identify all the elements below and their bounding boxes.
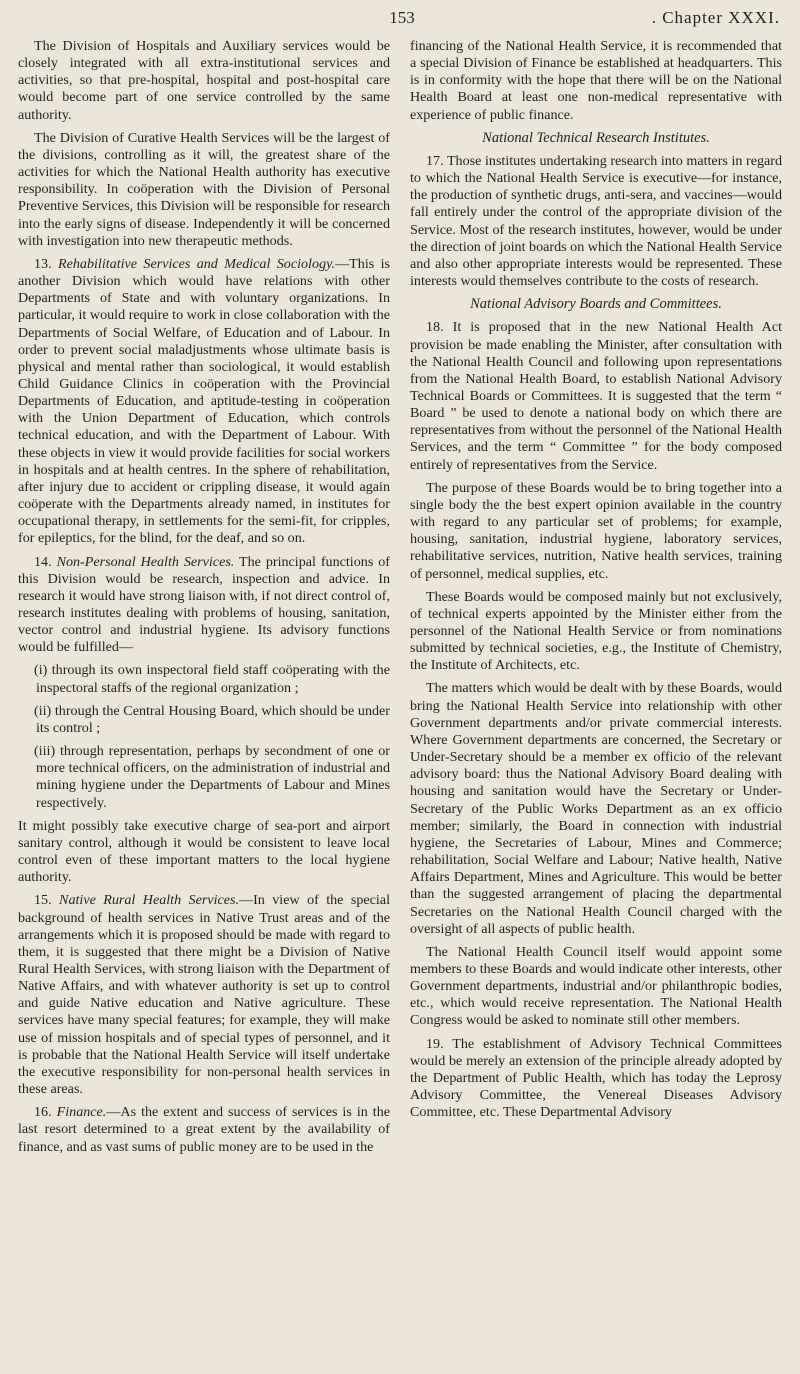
section-16-heading: Finance. [56, 1104, 107, 1121]
section-19-number: 19. [426, 1035, 444, 1052]
section-13 [18, 256, 390, 548]
list-item-iii: (iii) through representation, perhaps by secondment of one or more technical officers, on the administration of industrial and mining hygiene under the Departments of Labour and Mines respectively. [34, 743, 390, 811]
chapter-heading: . Chapter XXXI. [651, 8, 780, 27]
paragraph-financing: financing of the National Health Service, it is recommended that a special Division of Finance be established at headquarters. This is in conformity with the hope that there will be on the National Health Board at least one non-medical representative with experience of public finance. [410, 38, 782, 123]
section-16-body: —As the extent and success of services is in the last resort determined to a great extent by the availability of finance, and as vast sums of public money are to be used in the [18, 1104, 390, 1155]
paragraph-boards-purpose: The purpose of these Boards would be to bring together into a single body the the best expert opinion available in the country with regard to any particular set of problems; for example, housing, sanitation, industrial hygiene, laboratory services, rehabilitative services, nutrition, Native health services, training of personnel, medical supplies, etc. [410, 479, 782, 582]
section-13-body: —This is another Division which would have relations with other Departments of State and with voluntary organizations. In particular, it would require to work in close collaboration with the Departments of Social Welfare, of Education and of Labour. In order to prevent social maladjustments whose ultimate basis is physical and mental rather than sociological, it would establish Child Guidance Clinics in coöperation with the Provincial Departments of Education, and aptitude-testing in coöperation with the Union Department of Education, which controls technical education, and with the Department of Labour. With these objects in view it would provide facilities for social workers in hospitals and at health centres. In the sphere of rehabilitation, after injury due to accident or crippling disease, it would again coöperate with the Departments already named, in institutes for occupational therapy, in settlements for the semi-fit, for cripples, for epileptics, for the blind, for the deaf, and so on. [18, 255, 390, 547]
heading-advisory-boards: National Advisory Boards and Committees. [470, 296, 722, 313]
section-13-number: 13. [34, 255, 52, 272]
section-15-heading: Native Rural Health Services. [59, 892, 240, 909]
section-16 [18, 1104, 390, 1155]
heading-research-institutes: National Technical Research Institutes. [482, 129, 710, 146]
section-18-body: It is proposed that in the new National Health Act provision be made enabling the Minister, after consultation with the National Health Council and following upon representations from the National Health Board, to establish National Advisory Technical Boards or Committees. It is suggested that the term “ Board ” be used to denote a national body on which there are representatives from without the personnel of the National Health Services, and the term “ Committee ” for the body composed entirely of representatives from the Service. [410, 319, 782, 473]
section-17 [410, 153, 782, 290]
section-15-number: 15. [34, 892, 52, 909]
section-19 [410, 1036, 782, 1122]
section-14-number: 14. [34, 553, 52, 570]
paragraph-hospitals-division: The Division of Hospitals and Auxiliary services would be closely integrated with all extra-institutional services and activities, so that pre-hospital, hospital and post-hospital care would become part of one service controlled by the same authority. [18, 38, 390, 123]
section-14-heading: Non-Personal Health Services. [56, 553, 235, 570]
section-15-body: —In view of the special background of health services in Native Trust areas and of the arrangements which it is proposed should be made with regard to them, it is suggested that there might be a Division of Native Rural Health Services, with strong liaison with the Department of Native Affairs, and with whatever authority is set up to control and guide Native education and Native agriculture. These services have many special features; for example, they will make use of mission hospitals and of special types of personnel, and it is probable that the National Health Service will itself undertake the executive responsibility for non-personal health services in these areas. [18, 892, 390, 1098]
paragraph-curative-services: The Division of Curative Health Services will be the largest of the divisions, controlling as it will, the greatest share of the activities for which the National Health authority has executive responsibility. In coöperation with the Division of Personal Preventive Services, this Division will be responsible for research into the early signs of disease. Independently it will be concerned with investigation into new therapeutic methods. [18, 129, 390, 249]
paragraph-health-council: The National Health Council itself would appoint some members to these Boards and would indicate other interests, other Government departments, industrial and/or philanthropic bodies, etc., which would receive representation. The National Health Congress would be asked to nominate still other members. [410, 943, 782, 1029]
paragraph-boards-matters: The matters which would be dealt with by these Boards, would bring the National Health Service into relationship with other Government departments and/or private commercial interests. Where Government departments are concerned, the Secretary or Under-Secretary should be a member ex officio of the relevant advisory board: thus the National Advisory Board dealing with housing and sanitation would have the Secretary or Under-Secretary of the Public Works Department as an ex officio member; similarly, the Board in connection with industrial hygiene, the Secretaries of Labour, Mines and Commerce; rehabilitation, Social Welfare and Labour; Native health, Native Affairs Department, Mines and Agriculture. This would be better than the suggested arrangement of placing the departmental Secretaries on the National Health Council charged with the oversight of all aspects of public health. [410, 680, 782, 937]
section-15 [18, 892, 390, 1098]
paragraph-boards-composition: These Boards would be composed mainly but not exclusively, of technical experts appointed by the Minister either from the personnel of the National Health Service or from nominations submitted by technical societies, e.g., the Institute of Chemistry, the Institute of Architects, etc. [410, 588, 782, 674]
section-17-body: Those institutes undertaking research into matters in regard to which the National Health Service is executive—for instance, the production of synthetic drugs, anti-sera, and vaccines—would fall entirely under the control of the appropriate division of the Service. Most of the research institutes, however, would be under the direction of joint boards on which the National Health Service and also other appropriate interests would be represented. These interests would themselves contribute to the costs of research. [410, 152, 782, 290]
list-item-i: (i) through its own inspectoral field staff coöperating with the inspectoral staffs of the regional organization ; [34, 662, 390, 696]
section-14-body: The principal functions of this Division would be research, inspection and advice. In research it would have strong liaison with, if not direct control of, research institutes dealing with problems of housing, sanitation, vector control and industrial hygiene. Its advisory functions would be fulfilled— [18, 553, 390, 656]
page-number: 153 [389, 8, 415, 27]
left-column [18, 38, 390, 1162]
section-18-number: 18. [426, 319, 444, 336]
section-18 [410, 319, 782, 473]
right-column [410, 38, 782, 1127]
section-13-heading: Rehabilitative Services and Medical Sociology. [57, 255, 336, 272]
section-19-body: The establishment of Advisory Technical Committees would be merely an extension of the principle already adopted by the Department of Public Health, which has today the Leprosy Advisory Committee, the Venereal Diseases Advisory Committee, etc. These Departmental Advisory [410, 1035, 782, 1121]
section-14 [18, 554, 390, 657]
section-16-number: 16. [34, 1104, 52, 1121]
section-17-number: 17. [426, 152, 444, 169]
list-item-ii: (ii) through the Central Housing Board, which should be under its control ; [34, 702, 390, 736]
paragraph-port-control: It might possibly take executive charge of sea-port and airport sanitary control, although it would be consistent to leave local control even of these important matters to the local hygiene authority. [18, 817, 390, 886]
